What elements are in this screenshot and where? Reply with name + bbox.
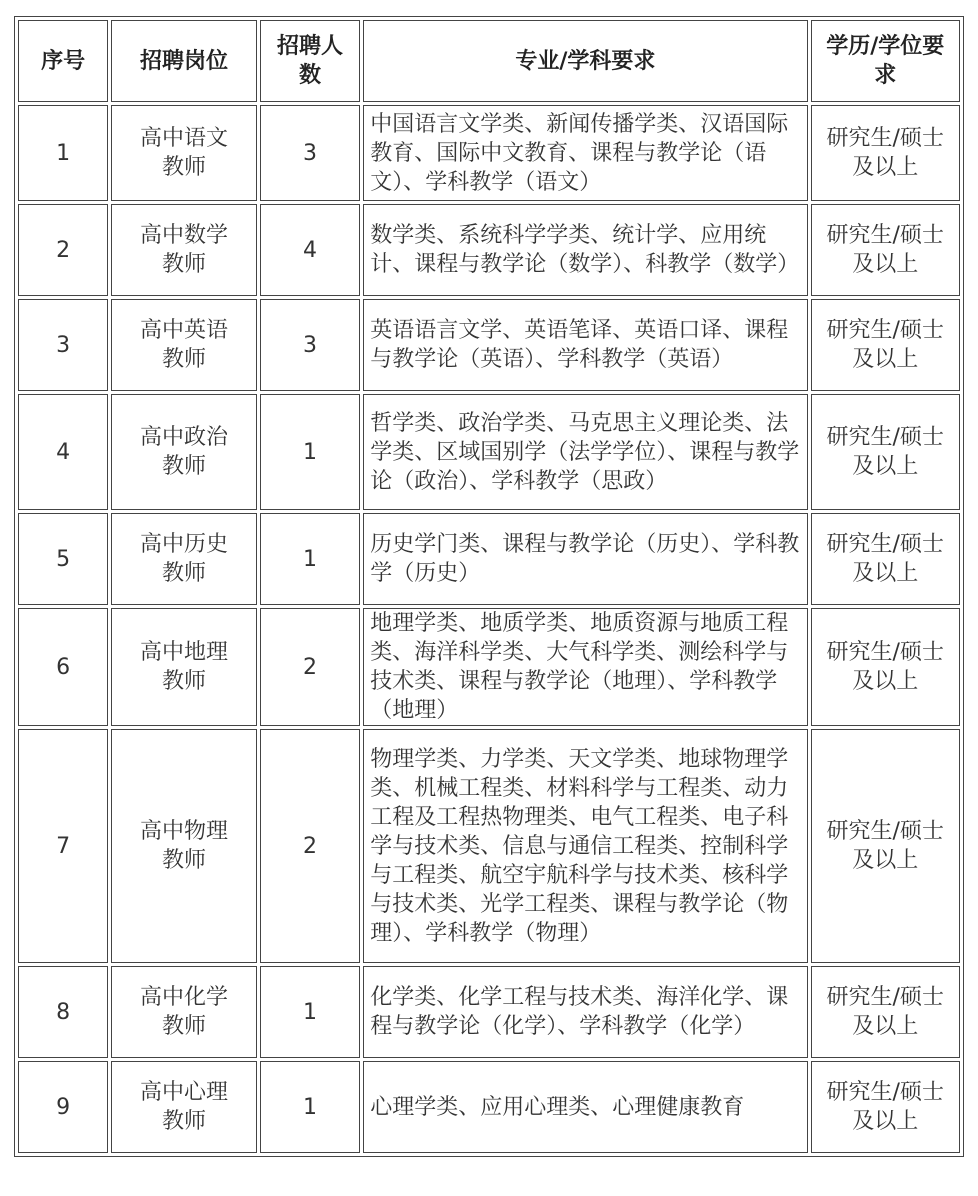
row-degree [811, 513, 960, 605]
table-row [18, 394, 960, 510]
degree-line: 研究生/硕士 [826, 318, 944, 343]
row-major: 英语语言文学、英语笔译、英语口译、课程与教学论（英语）、学科教学（英语） [363, 299, 807, 391]
row-position [111, 299, 256, 391]
row-count: 3 [260, 299, 361, 391]
recruitment-table-container [14, 16, 964, 1157]
position-line: 高中化学 [139, 985, 228, 1010]
row-degree [811, 299, 960, 391]
degree-line: 研究生/硕士 [826, 126, 944, 151]
position-line: 教师 [161, 561, 206, 586]
degree-line: 及以上 [852, 454, 919, 479]
row-degree [811, 1061, 960, 1153]
row-position [111, 204, 256, 296]
degree-line: 及以上 [852, 252, 919, 277]
row-degree [811, 608, 960, 726]
row-index: 1 [18, 105, 108, 201]
row-position [111, 608, 256, 726]
table-row [18, 729, 960, 963]
table-row [18, 513, 960, 605]
row-degree [811, 105, 960, 201]
row-degree [811, 394, 960, 510]
table-row [18, 1061, 960, 1153]
degree-line: 及以上 [852, 669, 919, 694]
row-index: 7 [18, 729, 108, 963]
position-line: 高中物理 [139, 819, 228, 844]
row-position [111, 1061, 256, 1153]
degree-line: 研究生/硕士 [826, 425, 944, 450]
row-count: 1 [260, 513, 361, 605]
position-line: 教师 [161, 848, 206, 873]
position-line: 教师 [161, 155, 206, 180]
row-count: 1 [260, 966, 361, 1058]
degree-line: 研究生/硕士 [826, 640, 944, 665]
row-position [111, 729, 256, 963]
degree-line: 研究生/硕士 [826, 223, 944, 248]
table-header-row [18, 20, 960, 102]
position-line: 教师 [161, 1014, 206, 1039]
degree-line: 及以上 [852, 561, 919, 586]
header-position: 招聘岗位 [111, 20, 256, 102]
degree-line: 及以上 [852, 848, 919, 873]
degree-line: 及以上 [852, 347, 919, 372]
position-line: 高中地理 [139, 640, 228, 665]
position-line: 高中英语 [139, 318, 228, 343]
row-index: 5 [18, 513, 108, 605]
row-count: 3 [260, 105, 361, 201]
row-degree [811, 966, 960, 1058]
row-degree [811, 204, 960, 296]
row-count: 1 [260, 394, 361, 510]
row-degree [811, 729, 960, 963]
position-line: 教师 [161, 669, 206, 694]
recruitment-table [14, 16, 964, 1157]
header-major: 专业/学科要求 [363, 20, 807, 102]
row-count: 1 [260, 1061, 361, 1153]
degree-line: 及以上 [852, 1109, 919, 1134]
position-line: 教师 [161, 252, 206, 277]
position-line: 高中政治 [139, 425, 228, 450]
table-row [18, 608, 960, 726]
row-count: 4 [260, 204, 361, 296]
row-major: 地理学类、地质学类、地质资源与地质工程类、海洋科学类、大气科学类、测绘科学与技术类、课程与教学论（地理）、学科教学（地理） [363, 608, 807, 726]
degree-line: 研究生/硕士 [826, 819, 944, 844]
row-index: 9 [18, 1061, 108, 1153]
position-line: 教师 [161, 454, 206, 479]
row-major: 哲学类、政治学类、马克思主义理论类、法学类、区域国别学（法学学位）、课程与教学论（政治）、学科教学（思政） [363, 394, 807, 510]
row-position [111, 966, 256, 1058]
table-row [18, 105, 960, 201]
row-position [111, 513, 256, 605]
degree-line: 研究生/硕士 [826, 532, 944, 557]
position-line: 高中心理 [139, 1080, 228, 1105]
row-index: 4 [18, 394, 108, 510]
row-major: 数学类、系统科学学类、统计学、应用统计、课程与教学论（数学）、科教学（数学） [363, 204, 807, 296]
row-major: 化学类、化学工程与技术类、海洋化学、课程与教学论（化学）、学科教学（化学） [363, 966, 807, 1058]
row-major: 中国语言文学类、新闻传播学类、汉语国际教育、国际中文教育、课程与教学论（语文）、学科教学（语文） [363, 105, 807, 201]
position-line: 高中历史 [139, 532, 228, 557]
degree-line: 研究生/硕士 [826, 985, 944, 1010]
row-major: 物理学类、力学类、天文学类、地球物理学类、机械工程类、材料科学与工程类、动力工程及工程热物理类、电气工程类、电子科学与技术类、信息与通信工程类、控制科学与工程类、航空宇航科学与技术类、核科学与技术类、光学工程类、课程与教学论（物理）、学科教学（物理） [363, 729, 807, 963]
row-count: 2 [260, 608, 361, 726]
row-index: 2 [18, 204, 108, 296]
table-row [18, 204, 960, 296]
row-index: 3 [18, 299, 108, 391]
row-index: 8 [18, 966, 108, 1058]
row-count: 2 [260, 729, 361, 963]
row-position [111, 105, 256, 201]
row-index: 6 [18, 608, 108, 726]
table-row [18, 966, 960, 1058]
position-line: 高中数学 [139, 223, 228, 248]
degree-line: 及以上 [852, 155, 919, 180]
position-line: 教师 [161, 1109, 206, 1134]
header-index: 序号 [18, 20, 108, 102]
header-count: 招聘人数 [260, 20, 361, 102]
table-row [18, 299, 960, 391]
header-degree: 学历/学位要求 [811, 20, 960, 102]
position-line: 高中语文 [139, 126, 228, 151]
degree-line: 及以上 [852, 1014, 919, 1039]
row-major: 历史学门类、课程与教学论（历史）、学科教学（历史） [363, 513, 807, 605]
position-line: 教师 [161, 347, 206, 372]
row-position [111, 394, 256, 510]
row-major: 心理学类、应用心理类、心理健康教育 [363, 1061, 807, 1153]
degree-line: 研究生/硕士 [826, 1080, 944, 1105]
